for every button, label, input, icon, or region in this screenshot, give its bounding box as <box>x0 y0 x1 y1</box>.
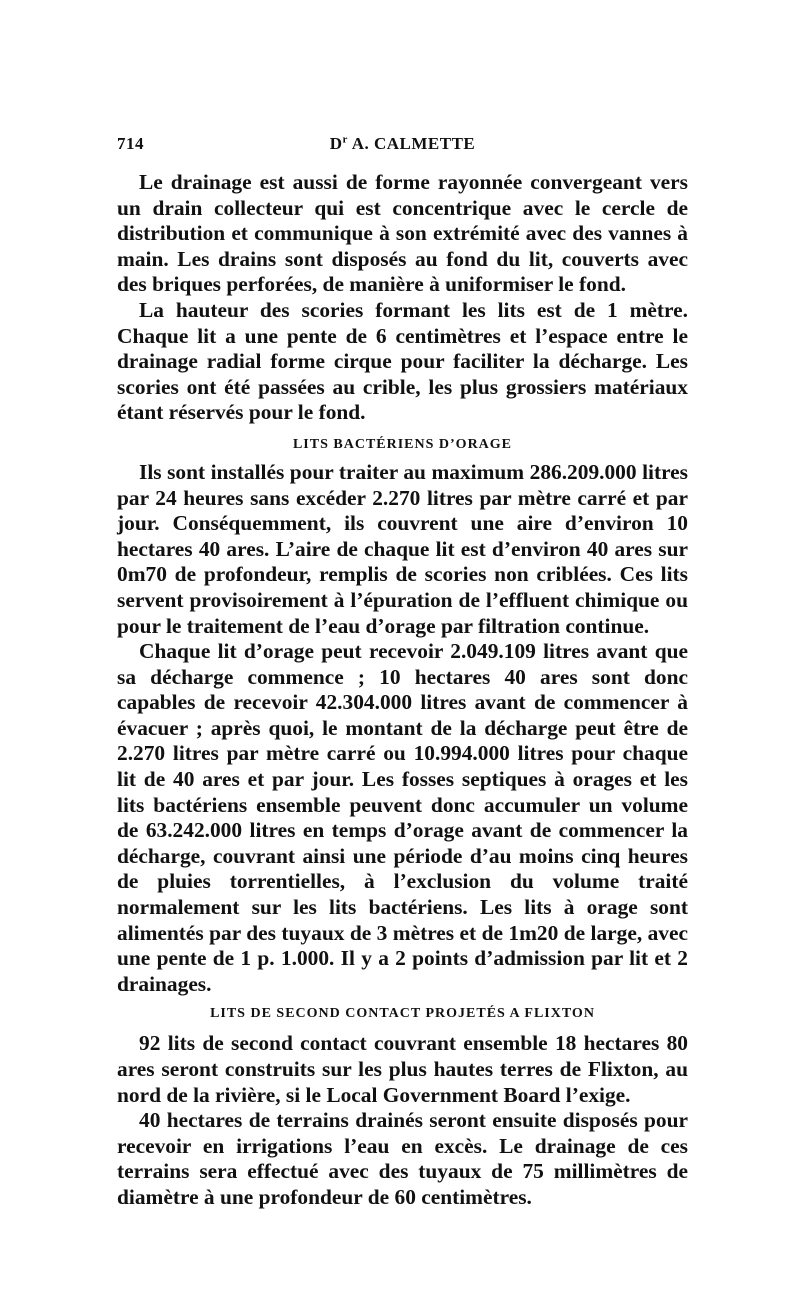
running-title <box>117 134 688 154</box>
paragraph-installation: Ils sont installés pour traiter au maximum 286.209.000 litres par 24 heures sans excéder 2.270 litres par mètre carré et par jour. Conséquemment, ils couvrent une aire d’environ 10 hectares 40 ares. L’aire de chaque lit est d’environ 40 ares sur 0m70 de profondeur, remplis de scories non criblées. Ces lits servent provisoirement à l’épuration de l’effluent chimique ou pour le traitement de l’eau d’orage par filtration continue. <box>117 459 688 638</box>
page-number: 714 <box>117 134 144 153</box>
paragraph-scories: La hauteur des scories formant les lits est de 1 mètre. Chaque lit a une pente de 6 centimètres et l’espace entre le drainage radial forme cirque pour faciliter la décharge. Les scories ont été passées au crible, les plus grossiers matériaux étant réservés pour le fond. <box>117 297 688 425</box>
paragraph-flixton: 92 lits de second contact couvrant ensemble 18 hectares 80 ares seront construits sur les plus hautes terres de Flixton, au nord de la rivière, si le Local Government Board l’exige. <box>117 1031 688 1107</box>
paragraph-drainage: Le drainage est aussi de forme rayonnée convergeant vers un drain collecteur qui est concentrique avec le cercle de distribution et communique à son extrémité avec des vannes à main. Les drains sont disposés au fond du lit, couverts avec des briques perforées, de manière à uniformiser le fond. <box>117 170 688 297</box>
paragraph-irrigation: 40 hectares de terrains drainés seront ensuite disposés pour recevoir en irrigations l’eau en excès. Le drainage de ces terrains sera effectué avec des tuyaux de 75 millimètres de diamètre à une profondeur de 60 centimètres. <box>117 1108 688 1209</box>
author-prefix-sup: r <box>342 133 348 146</box>
paragraph-capacite: Chaque lit d’orage peut recevoir 2.049.109 litres avant que sa décharge commence ; 10 hectares 40 ares sont donc capables de recevoir 42.304.000 litres avant de commencer à évacuer ; après quoi, le montant de la décharge peut être de 2.270 litres par mètre carré ou 10.994.000 litres pour chaque lit de 40 ares et par jour. Les fosses septiques à orages et les lits bactériens ensemble peuvent donc accumuler un volume de 63.242.000 litres en temps d’orage avant de commencer la décharge, couvrant ainsi une période d’au moins cinq heures de pluies torrentielles, à l’exclusion du volume traité normalement sur les lits bactériens. Les lits à orage sont alimentés par des tuyaux de 3 mètres et de 1m20 de large, avec une pente de 1 p. 1.000. Il y a 2 points d’admission par lit et 2 drainages. <box>117 639 688 996</box>
running-header <box>117 126 688 156</box>
author-prefix: D <box>329 134 343 153</box>
section-heading-lits-orage: LITS BACTÉRIENS D’ORAGE <box>292 436 513 452</box>
section-heading-second-contact: LITS DE SECOND CONTACT PROJETÉS A FLIXTON <box>210 1006 595 1022</box>
book-page <box>117 126 688 1211</box>
author-name: A. CALMETTE <box>347 134 476 153</box>
